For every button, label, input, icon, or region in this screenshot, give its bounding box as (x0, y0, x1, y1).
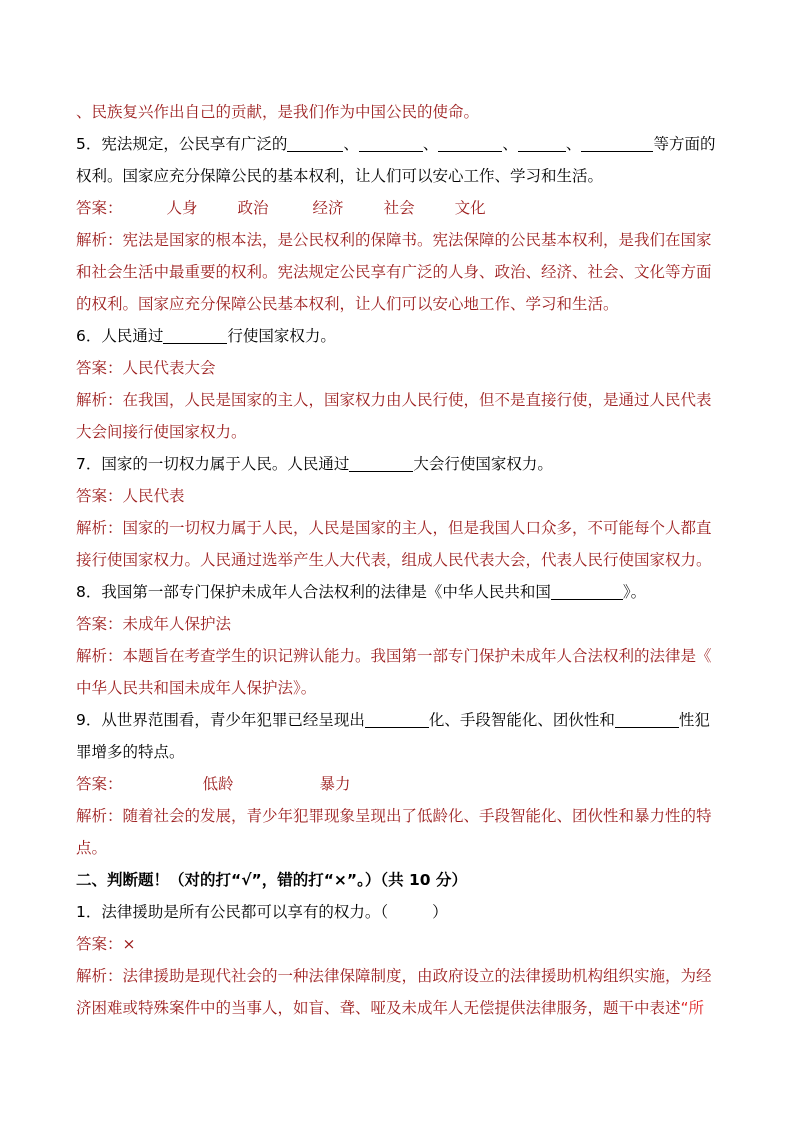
answer-item: 人身 (166, 199, 198, 217)
question-8 (76, 576, 722, 608)
explanation-line: 大会间接行使国家权力。 (76, 423, 247, 441)
question-5 (76, 128, 722, 160)
explanation-line: 解析：本题旨在考查学生的识记辨认能力。我国第一部专门保护未成年人合法权利的法律是《 (76, 647, 712, 665)
answer-blank (518, 133, 566, 152)
separator: 、 (565, 135, 582, 153)
answer-blank (287, 133, 343, 152)
question-7 (76, 448, 722, 480)
explanation-line: 解析：国家的一切权力属于人民，人民是国家的主人，但是我国人口众多，不可能每个人都直 (76, 519, 712, 537)
question-text: 9．从世界范围看，青少年犯罪已经呈现出 (76, 711, 365, 729)
explanation-line: 点。 (76, 839, 108, 857)
explanation-line: 中华人民共和国未成年人保护法》。 (76, 679, 317, 697)
answer-item: 社会 (383, 199, 415, 217)
separator: 、 (343, 135, 359, 153)
answer-line: 答案：× (76, 935, 136, 953)
question-text: 性犯 (678, 711, 710, 729)
answer-blank (551, 581, 623, 600)
answer-line (76, 768, 722, 800)
question-text: 化、手段智能化、团伙性和 (428, 711, 615, 729)
answer-line: 答案：人民代表 (76, 487, 185, 505)
question-text: 5．宪法规定，公民享有广泛的 (76, 135, 288, 153)
text-line: 、民族复兴作出自己的贡献，是我们作为中国公民的使命。 (76, 103, 480, 121)
separator: 、 (502, 135, 518, 153)
separator: 、 (422, 135, 439, 153)
explanation-line: 和社会生活中最重要的权利。宪法规定公民享有广泛的人身、政治、经济、社会、文化等方面 (76, 263, 712, 281)
explanation-line: 解析：随着社会的发展，青少年犯罪现象呈现出了低龄化、手段智能化、团伙性和暴力性的特 (76, 807, 712, 825)
answer-blank (615, 709, 679, 728)
question-text: 6．人民通过 (76, 327, 164, 345)
answer-line (76, 192, 722, 224)
question-9 (76, 704, 722, 736)
question-text: 8．我国第一部专门保护未成年人合法权利的法律是《中华人民共和国 (76, 583, 551, 601)
answer-item: 文化 (454, 199, 486, 217)
question-text: 权利。国家应充分保障公民的基本权利，让人们可以安心工作、学习和生活。 (76, 167, 604, 185)
question-text: 1．法律援助是所有公民都可以享有的权力。（ (76, 903, 389, 921)
question-text: 等方面的 (653, 135, 716, 153)
explanation-line (76, 992, 722, 1024)
answer-blank (365, 709, 429, 728)
answer-item: 低龄 (202, 775, 234, 793)
question-text: 行使国家权力。 (227, 327, 336, 345)
answer-blank (438, 133, 502, 152)
answer-blank (359, 133, 423, 152)
explanation-line: 解析：在我国，人民是国家的主人，国家权力由人民行使，但不是直接行使，是通过人民代表 (76, 391, 712, 409)
question-text: 大会行使国家权力。 (413, 455, 553, 473)
question-text: ） (432, 903, 448, 921)
question-text: 罪增多的特点。 (76, 743, 185, 761)
explanation-text: “所 (680, 999, 705, 1017)
answer-label: 答案： (76, 199, 123, 217)
explanation-text: 济困难或特殊案件中的当事人，如盲、聋、哑及未成年人无偿提供法律服务，题干中表述 (76, 999, 681, 1017)
answer-blank (349, 453, 413, 472)
section-heading: 二、判断题！（对的打“√”，错的打“×”。）（共 10 分） (76, 871, 467, 889)
judgment-question-1 (76, 896, 722, 928)
explanation-line: 的权利。国家应充分保障公民基本权利，让人们可以安心地工作、学习和生活。 (76, 295, 619, 313)
explanation-line: 接行使国家权力。人民通过选举产生人大代表，组成人民代表大会，代表人民行使国家权力。 (76, 551, 712, 569)
question-text: 》。 (622, 583, 647, 601)
answer-line: 答案：人民代表大会 (76, 359, 216, 377)
question-6 (76, 320, 722, 352)
answer-blank (163, 325, 227, 344)
question-text: 7．国家的一切权力属于人民。人民通过 (76, 455, 350, 473)
explanation-line: 解析：法律援助是现代社会的一种法律保障制度，由政府设立的法律援助机构组织实施，为经 (76, 967, 712, 985)
answer-item: 暴力 (319, 775, 351, 793)
answer-item: 政治 (237, 199, 269, 217)
answer-item: 经济 (312, 199, 344, 217)
answer-blank (581, 133, 653, 152)
document-content (76, 96, 722, 1024)
answer-line: 答案：未成年人保护法 (76, 615, 232, 633)
explanation-line: 解析：宪法是国家的根本法，是公民权利的保障书。宪法保障的公民基本权利，是我们在国家 (76, 231, 712, 249)
answer-label: 答案： (76, 775, 123, 793)
